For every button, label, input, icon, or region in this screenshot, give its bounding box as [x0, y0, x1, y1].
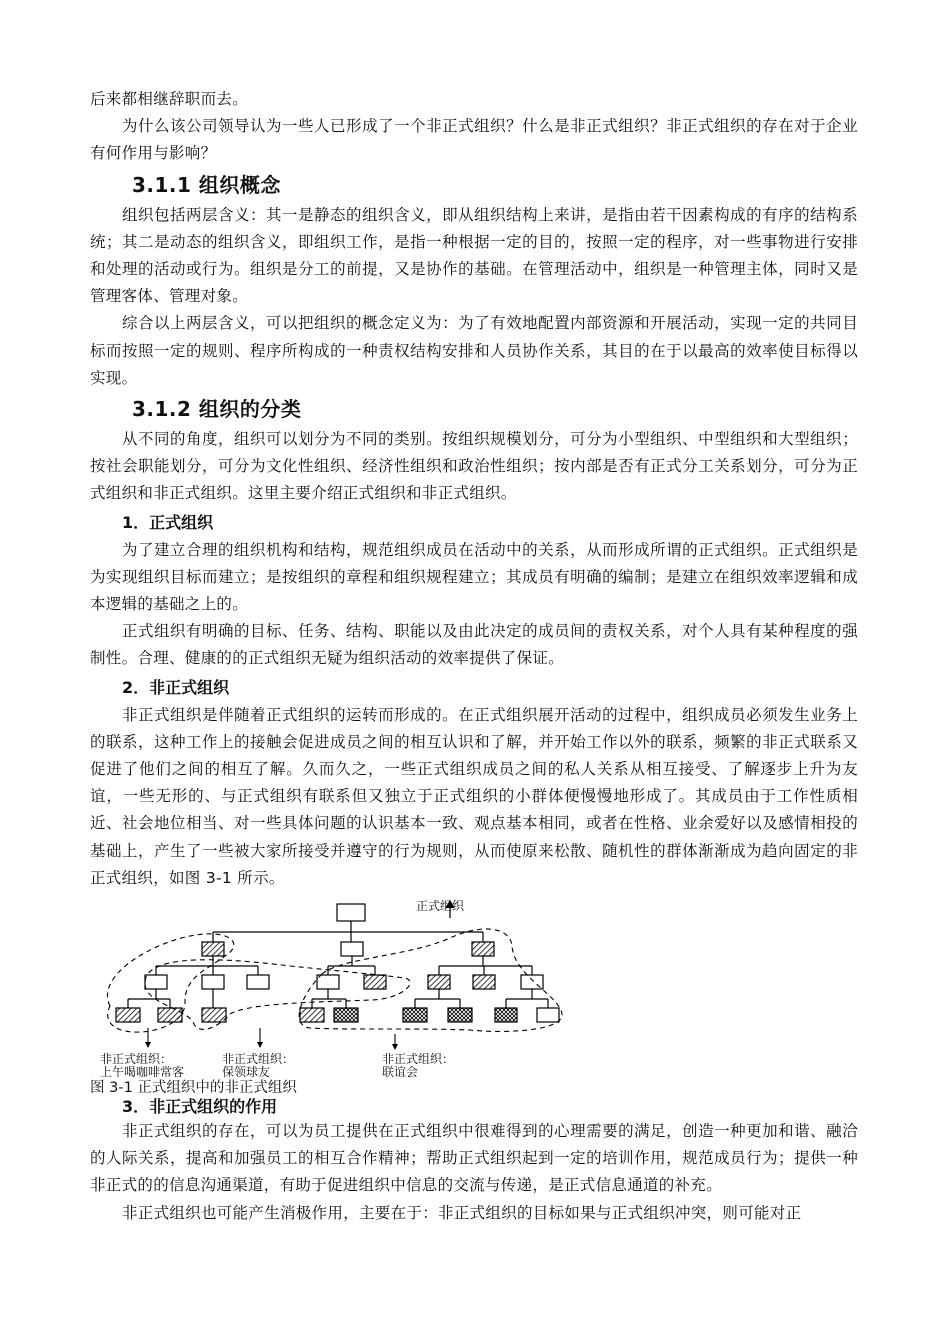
label-line: 保领球友 [222, 1065, 271, 1080]
label-line: 非正式组织： [382, 1052, 455, 1067]
subheading-formal-org: 1．正式组织 [122, 512, 214, 532]
label-line: 非正式组织： [100, 1052, 173, 1067]
informal-group-label-coffee [100, 1053, 184, 1079]
section-heading-3-1-2: 3.1.2 组织的分类 [132, 397, 302, 422]
section-heading-3-1-1: 3.1.1 组织概念 [132, 172, 281, 197]
paragraph: 非正式组织是伴随着正式组织的运转而形成的。在正式组织展开活动的过程中，组织成员必须发生业务上的联系，这种工作上的接触会促进成员之间的相互认识和了解，并开始工作以外的联系，频繁的非正式联系又促进了他们之间的相互了解。久而久之，一些正式组织成员之间的私人关系从相互接受、了解逐步上升为友谊，一些无形的、与正式组织有联系但又独立于正式组织的小群体便慢慢地形成了。其成员由于工作性质相近、社会地位相当、对一些具体问题的认识基本一致、观点基本相同，或者在性格、业余爱好以及感情相投的基础上，产生了一些被大家所接受并遵守的行为规则，从而使原来松散、随机性的群体渐渐成为趋向固定的非正式组织，如图 3-1 所示。 [90, 705, 858, 887]
org-chart-figure [90, 896, 858, 1096]
paragraph: 组织包括两层含义：其一是静态的组织含义，即从组织结构上来讲，是指由若干因素构成的有序的结构系统；其二是动态的组织含义，即组织工作，是指一种根据一定的目的，按照一定的程序，对一些事物进行安排和处理的活动或行为。组织是分工的前提，又是协作的基础。在管理活动中，组织是一种管理主体，同时又是管理客体、管理对象。 [90, 205, 858, 306]
informal-group-label-ball [222, 1053, 294, 1079]
paragraph: 为什么该公司领导认为一些人已形成了一个非正式组织？什么是非正式组织？非正式组织的存在对于企业有何作用与影响？ [90, 117, 858, 163]
paragraph: 为了建立合理的组织机构和结构，规范组织成员在活动中的关系，从而形成所谓的正式组织。正式组织是为实现组织目标而建立；是按组织的章程和组织规程建立；其成员有明确的编制；是建立在组织效率逻辑和成本逻辑的基础之上的。 [90, 540, 858, 614]
subheading-informal-org: 2．非正式组织 [122, 677, 230, 697]
paragraph: 正式组织有明确的目标、任务、结构、职能以及由此决定的成员间的责权关系，对个人具有某种程度的强制性。合理、健康的的正式组织无疑为组织活动的效率提供了保证。 [90, 622, 858, 668]
paragraph: 综合以上两层含义，可以把组织的概念定义为：为了有效地配置内部资源和开展活动，实现一定的共同目标而按照一定的规则、程序所构成的一种责权结构安排和人员协作关系，其目的在于以最高的效率使目标得以实现。 [90, 314, 858, 387]
paragraph: 从不同的角度，组织可以划分为不同的类别。按组织规模划分，可分为小型组织、中型组织和大型组织；按社会职能划分，可分为文化性组织、经济性组织和政治性组织；按内部是否有正式分工关系划分，可分为正式组织和非正式组织。这里主要介绍正式组织和非正式组织。 [90, 430, 858, 503]
label-line: 联谊会 [382, 1065, 419, 1080]
document-page [90, 86, 858, 1227]
formal-org-label-text: 正式组织 [416, 899, 465, 914]
label-line: 上午喝咖啡常客 [100, 1065, 185, 1080]
figure-caption: 图 3-1 正式组织中的非正式组织 [90, 1080, 297, 1097]
paragraph: 后来都相继辞职而去。 [90, 90, 249, 108]
org-chart-diagram [90, 896, 858, 1096]
formal-org-label [416, 900, 464, 913]
informal-group-label-club [382, 1053, 454, 1079]
paragraph: 非正式组织的存在，可以为员工提供在正式组织中很难得到的心理需要的满足，创造一种更加和谐、融洽的人际关系，提高和加强员工的相互合作精神；帮助正式组织起到一定的培训作用，规范成员行为；提供一种非正式的的信息沟通渠道，有助于促进组织中信息的交流与传递，是正式信息通道的补充。 [90, 1122, 858, 1195]
subheading-informal-role: 3．非正式组织的作用 [122, 1097, 278, 1117]
label-line: 非正式组织： [222, 1052, 295, 1067]
paragraph: 非正式组织也可能产生消极作用，主要在于：非正式组织的目标如果与正式组织冲突，则可能对正 [122, 1203, 802, 1222]
